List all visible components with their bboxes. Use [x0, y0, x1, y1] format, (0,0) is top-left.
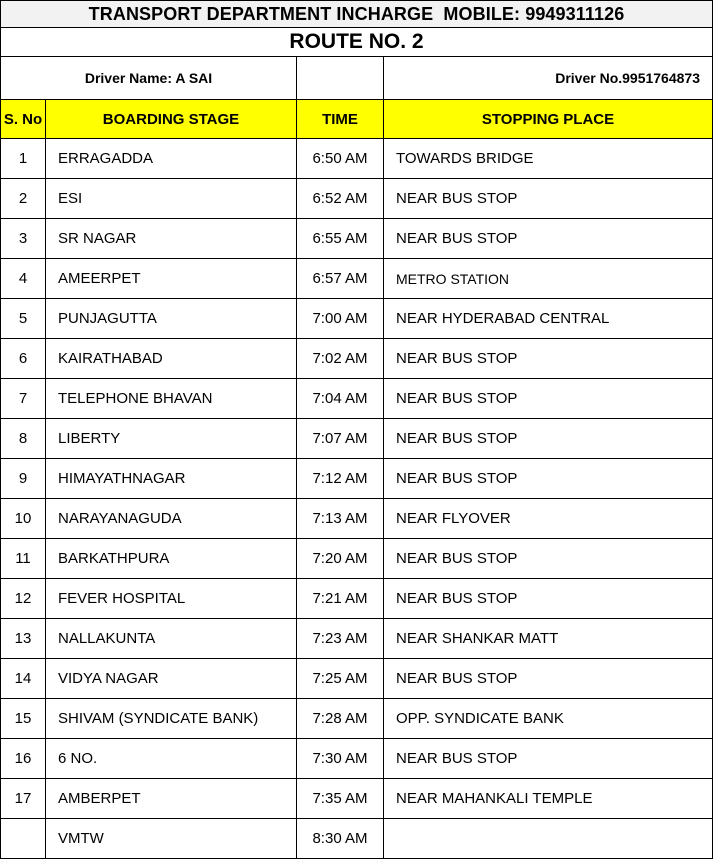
sno-cell: 17	[1, 779, 46, 819]
table-row	[1, 139, 713, 179]
route-row	[1, 28, 713, 57]
boarding-stage-cell: SR NAGAR	[46, 219, 297, 259]
boarding-stage-cell: 6 NO.	[46, 739, 297, 779]
boarding-stage-cell: AMBERPET	[46, 779, 297, 819]
boarding-stage-cell: TELEPHONE BHAVAN	[46, 379, 297, 419]
table-row	[1, 419, 713, 459]
table-row	[1, 619, 713, 659]
stopping-place-cell: NEAR BUS STOP	[384, 459, 713, 499]
transport-incharge-title: TRANSPORT DEPARTMENT INCHARGE MOBILE: 9949311126	[1, 1, 713, 28]
boarding-stage-cell: HIMAYATHNAGAR	[46, 459, 297, 499]
time-cell: 8:30 AM	[297, 819, 384, 859]
table-row	[1, 499, 713, 539]
boarding-stage-cell: FEVER HOSPITAL	[46, 579, 297, 619]
stopping-place-cell: NEAR BUS STOP	[384, 419, 713, 459]
stopping-place-cell: NEAR BUS STOP	[384, 219, 713, 259]
sno-cell: 11	[1, 539, 46, 579]
sno-cell: 2	[1, 179, 46, 219]
driver-name: Driver Name: A SAI	[1, 57, 297, 100]
table-row	[1, 459, 713, 499]
boarding-stage-cell: ERRAGADDA	[46, 139, 297, 179]
stopping-place-cell: NEAR FLYOVER	[384, 499, 713, 539]
sno-cell: 9	[1, 459, 46, 499]
sno-cell: 15	[1, 699, 46, 739]
sno-cell: 14	[1, 659, 46, 699]
stopping-place-cell: NEAR BUS STOP	[384, 539, 713, 579]
sno-cell: 5	[1, 299, 46, 339]
driver-number: Driver No.9951764873	[384, 57, 713, 100]
time-cell: 6:52 AM	[297, 179, 384, 219]
sno-cell: 8	[1, 419, 46, 459]
time-cell: 7:30 AM	[297, 739, 384, 779]
stopping-place-cell: NEAR HYDERABAD CENTRAL	[384, 299, 713, 339]
time-cell: 6:55 AM	[297, 219, 384, 259]
table-row	[1, 819, 713, 859]
time-cell: 7:13 AM	[297, 499, 384, 539]
table-row	[1, 219, 713, 259]
sno-cell: 7	[1, 379, 46, 419]
table-row	[1, 779, 713, 819]
table-row	[1, 379, 713, 419]
time-cell: 7:25 AM	[297, 659, 384, 699]
sno-cell: 13	[1, 619, 46, 659]
boarding-stage-cell: LIBERTY	[46, 419, 297, 459]
boarding-stage-cell: VIDYA NAGAR	[46, 659, 297, 699]
boarding-stage-cell: AMEERPET	[46, 259, 297, 299]
boarding-stage-cell: BARKATHPURA	[46, 539, 297, 579]
boarding-stage-cell: SHIVAM (SYNDICATE BANK)	[46, 699, 297, 739]
table-row	[1, 539, 713, 579]
col-header-sno: S. No	[1, 100, 46, 139]
route-table-body	[1, 1, 713, 859]
boarding-stage-cell: NALLAKUNTA	[46, 619, 297, 659]
time-cell: 7:07 AM	[297, 419, 384, 459]
driver-row-spacer	[297, 57, 384, 100]
time-cell: 7:04 AM	[297, 379, 384, 419]
sno-cell: 3	[1, 219, 46, 259]
table-row	[1, 659, 713, 699]
table-row	[1, 179, 713, 219]
col-header-stopping-place: STOPPING PLACE	[384, 100, 713, 139]
stopping-place-cell: NEAR BUS STOP	[384, 339, 713, 379]
stopping-place-cell: NEAR BUS STOP	[384, 579, 713, 619]
stopping-place-cell: NEAR BUS STOP	[384, 739, 713, 779]
route-number: ROUTE NO. 2	[1, 28, 713, 57]
table-row	[1, 739, 713, 779]
time-cell: 7:28 AM	[297, 699, 384, 739]
time-cell: 7:00 AM	[297, 299, 384, 339]
time-cell: 6:57 AM	[297, 259, 384, 299]
title-row	[1, 1, 713, 28]
table-row	[1, 299, 713, 339]
driver-row	[1, 57, 713, 100]
stopping-place-cell: NEAR BUS STOP	[384, 379, 713, 419]
stopping-place-cell: METRO STATION	[384, 259, 713, 299]
sno-cell: 6	[1, 339, 46, 379]
boarding-stage-cell: KAIRATHABAD	[46, 339, 297, 379]
time-cell: 7:02 AM	[297, 339, 384, 379]
time-cell: 7:20 AM	[297, 539, 384, 579]
sno-cell: 4	[1, 259, 46, 299]
time-cell: 7:12 AM	[297, 459, 384, 499]
stopping-place-cell: NEAR MAHANKALI TEMPLE	[384, 779, 713, 819]
table-row	[1, 579, 713, 619]
stopping-place-cell: OPP. SYNDICATE BANK	[384, 699, 713, 739]
sno-cell: 10	[1, 499, 46, 539]
boarding-stage-cell: ESI	[46, 179, 297, 219]
table-row	[1, 339, 713, 379]
col-header-boarding-stage: BOARDING STAGE	[46, 100, 297, 139]
stopping-place-cell: NEAR SHANKAR MATT	[384, 619, 713, 659]
col-header-time: TIME	[297, 100, 384, 139]
boarding-stage-cell: PUNJAGUTTA	[46, 299, 297, 339]
stopping-place-cell: TOWARDS BRIDGE	[384, 139, 713, 179]
boarding-stage-cell: VMTW	[46, 819, 297, 859]
sno-cell: 16	[1, 739, 46, 779]
time-cell: 7:21 AM	[297, 579, 384, 619]
stopping-place-cell: NEAR BUS STOP	[384, 179, 713, 219]
table-row	[1, 699, 713, 739]
boarding-stage-cell: NARAYANAGUDA	[46, 499, 297, 539]
sno-cell	[1, 819, 46, 859]
time-cell: 6:50 AM	[297, 139, 384, 179]
time-cell: 7:35 AM	[297, 779, 384, 819]
stopping-place-cell: NEAR BUS STOP	[384, 659, 713, 699]
sno-cell: 12	[1, 579, 46, 619]
sno-cell: 1	[1, 139, 46, 179]
time-cell: 7:23 AM	[297, 619, 384, 659]
stopping-place-cell	[384, 819, 713, 859]
table-row	[1, 259, 713, 299]
column-header-row	[1, 100, 713, 139]
